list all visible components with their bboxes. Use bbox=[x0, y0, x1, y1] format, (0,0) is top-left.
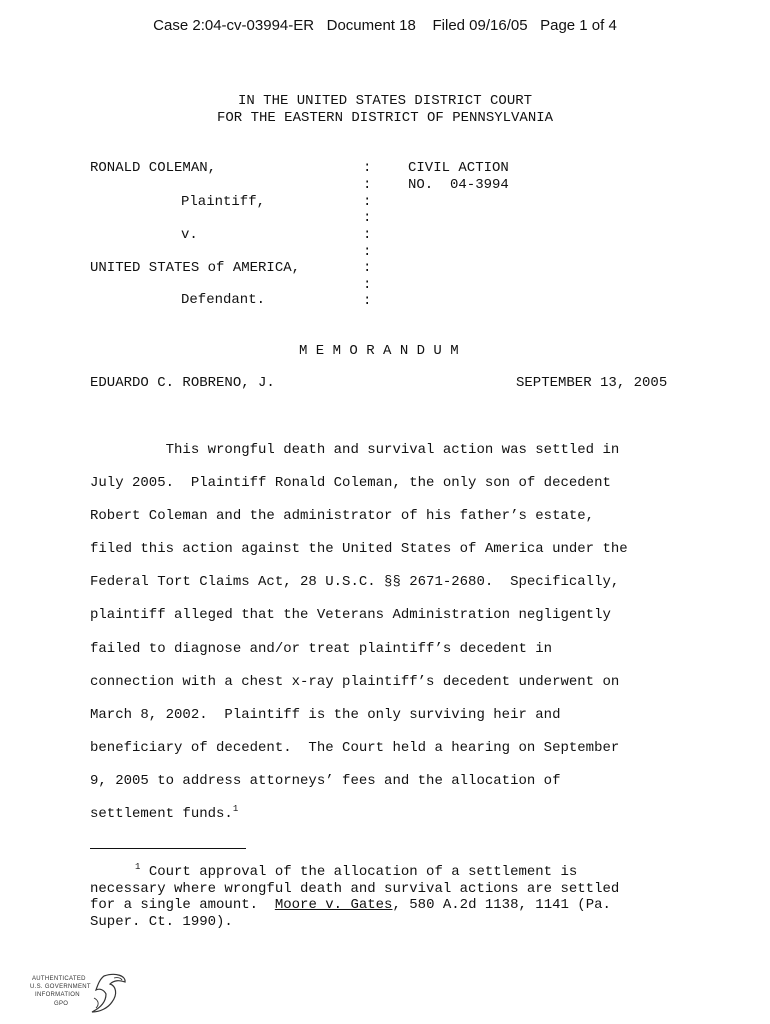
gpo-authentication-seal bbox=[30, 968, 130, 1016]
footnote-marker: 1 bbox=[135, 862, 141, 872]
separator-colon: : bbox=[363, 293, 372, 309]
case-number: Case 2:04-cv-03994-ER bbox=[153, 17, 315, 34]
document-number: Document 18 bbox=[326, 17, 416, 34]
page-number: Page 1 of 4 bbox=[540, 17, 617, 34]
footnote-line: Super. Ct. 1990). bbox=[90, 914, 233, 930]
court-title-line-1: IN THE UNITED STATES DISTRICT COURT bbox=[237, 93, 533, 109]
separator-colon: : bbox=[363, 160, 372, 176]
memorandum-title: M E M O R A N D U M bbox=[299, 343, 459, 359]
defendant-name: UNITED STATES of AMERICA, bbox=[90, 260, 301, 276]
footnote-line: necessary where wrongful death and survival actions are settled bbox=[90, 881, 620, 897]
body-line: failed to diagnose and/or treat plaintiff’s decedent in bbox=[90, 641, 553, 657]
footnote-text: , 580 A.2d 1138, 1141 (Pa. bbox=[392, 897, 611, 913]
memo-date: SEPTEMBER 13, 2005 bbox=[516, 375, 668, 391]
defendant-role: Defendant. bbox=[181, 292, 266, 308]
body-last-text: settlement funds. bbox=[90, 806, 233, 822]
footnote-reference[interactable]: 1 bbox=[232, 804, 239, 814]
plaintiff-role: Plaintiff, bbox=[181, 194, 266, 210]
body-line: This wrongful death and survival action was settled in bbox=[90, 442, 620, 458]
footnote-line bbox=[135, 864, 577, 880]
plaintiff-name: RONALD COLEMAN, bbox=[90, 160, 217, 176]
body-line: 9, 2005 to address attorneys’ fees and the allocation of bbox=[90, 773, 561, 789]
civil-action-label: CIVIL ACTION bbox=[408, 160, 509, 176]
separator-colon: : bbox=[363, 260, 372, 276]
separator-colon: : bbox=[363, 244, 372, 260]
separator-colon: : bbox=[363, 177, 372, 193]
body-line: filed this action against the United States of America under the bbox=[90, 541, 628, 557]
court-title-line-2: FOR THE EASTERN DISTRICT OF PENNSYLVANIA bbox=[216, 110, 554, 126]
seal-text: U.S. GOVERNMENT bbox=[30, 984, 91, 990]
body-line: Robert Coleman and the administrator of his father’s estate, bbox=[90, 508, 595, 524]
seal-text: GPO bbox=[54, 1001, 69, 1007]
separator-colon: : bbox=[363, 227, 372, 243]
civil-action-number: NO. 04-3994 bbox=[408, 177, 509, 193]
separator-colon: : bbox=[363, 210, 372, 226]
body-line: July 2005. Plaintiff Ronald Coleman, the only son of decedent bbox=[90, 475, 611, 491]
body-line: March 8, 2002. Plaintiff is the only surviving heir and bbox=[90, 707, 561, 723]
body-line: Federal Tort Claims Act, 28 U.S.C. §§ 2671-2680. Specifically, bbox=[90, 574, 620, 590]
body-line-last bbox=[90, 806, 238, 822]
footnote-divider bbox=[90, 848, 246, 849]
footnote-text: for a single amount. bbox=[90, 897, 275, 913]
case-header bbox=[0, 17, 770, 34]
judge-name: EDUARDO C. ROBRENO, J. bbox=[90, 375, 275, 391]
separator-colon: : bbox=[363, 277, 372, 293]
seal-text: INFORMATION bbox=[35, 992, 80, 998]
body-line: beneficiary of decedent. The Court held a hearing on September bbox=[90, 740, 620, 756]
filed-date: Filed 09/16/05 bbox=[432, 17, 528, 34]
seal-text: AUTHENTICATED bbox=[32, 976, 86, 982]
footnote-line bbox=[90, 897, 611, 913]
footnote-text: Court approval of the allocation of a settlement is bbox=[148, 864, 578, 880]
body-line: connection with a chest x-ray plaintiff’s decedent underwent on bbox=[90, 674, 620, 690]
body-line: plaintiff alleged that the Veterans Administration negligently bbox=[90, 607, 611, 623]
versus: v. bbox=[181, 227, 198, 243]
case-citation: Moore v. Gates bbox=[274, 897, 393, 913]
separator-colon: : bbox=[363, 194, 372, 210]
